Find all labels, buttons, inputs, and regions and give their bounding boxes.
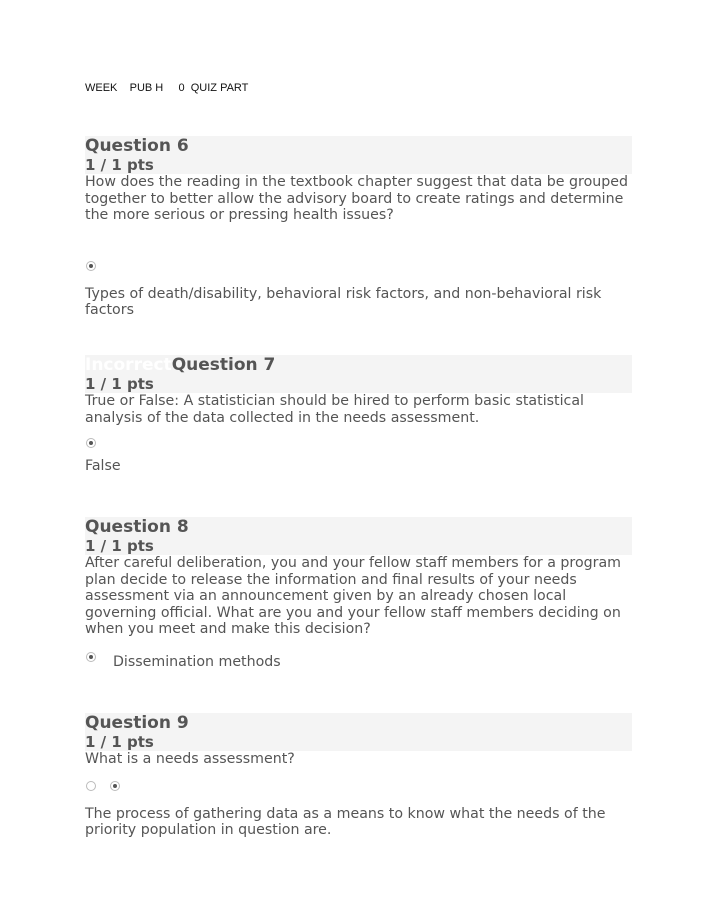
- answer-text: The process of gathering data as a means to know what the needs of the priority population in question are.: [85, 805, 606, 839]
- question-prompt: After careful deliberation, you and your fellow staff members for a program plan decide to release the information and final results of your needs assessment via an announcement given by an already chosen local governing official. What are you and your fellow staff members deciding on when you meet and make this decision?: [85, 555, 621, 638]
- page-header: WEEK PUB H 0 QUIZ PART: [85, 82, 249, 94]
- question-prompt: What is a needs assessment?: [85, 751, 295, 767]
- question-header: [85, 713, 632, 751]
- question-prompt: True or False: A statistician should be hired to perform basic statistical analysis of the data collected in the needs assessment.: [85, 393, 584, 426]
- question-9: [85, 713, 632, 839]
- question-header: [85, 517, 632, 555]
- answer-text: False: [85, 458, 121, 475]
- question-title: Question 9: [85, 713, 189, 733]
- question-points: 1 / 1 pts: [85, 156, 154, 174]
- question-points: 1 / 1 pts: [85, 375, 154, 393]
- question-title: Question 6: [85, 136, 189, 156]
- selected-radio-icon[interactable]: [86, 438, 96, 448]
- question-title-text: Question 7: [171, 355, 276, 375]
- incorrect-label: Incorrect: [85, 355, 172, 375]
- question-title: Question 8: [85, 517, 189, 537]
- question-title: [85, 355, 275, 375]
- question-7: [85, 355, 632, 475]
- question-header: [85, 136, 632, 174]
- selected-radio-icon[interactable]: [86, 261, 96, 271]
- question-points: 1 / 1 pts: [85, 733, 154, 751]
- answer-text: Dissemination methods: [113, 653, 281, 670]
- question-prompt: How does the reading in the textbook chapter suggest that data be grouped together to better allow the advisory board to create ratings and determine the more serious or pressing health issues?: [85, 174, 628, 224]
- question-8: [85, 517, 632, 670]
- answer-text: Types of death/disability, behavioral risk factors, and non-behavioral risk factors: [85, 285, 602, 319]
- question-header: [85, 355, 632, 393]
- question-6: [85, 136, 632, 319]
- question-points: 1 / 1 pts: [85, 537, 154, 555]
- unselected-radio-icon[interactable]: [86, 781, 96, 791]
- selected-radio-icon[interactable]: [86, 652, 96, 662]
- selected-radio-icon[interactable]: [110, 781, 120, 791]
